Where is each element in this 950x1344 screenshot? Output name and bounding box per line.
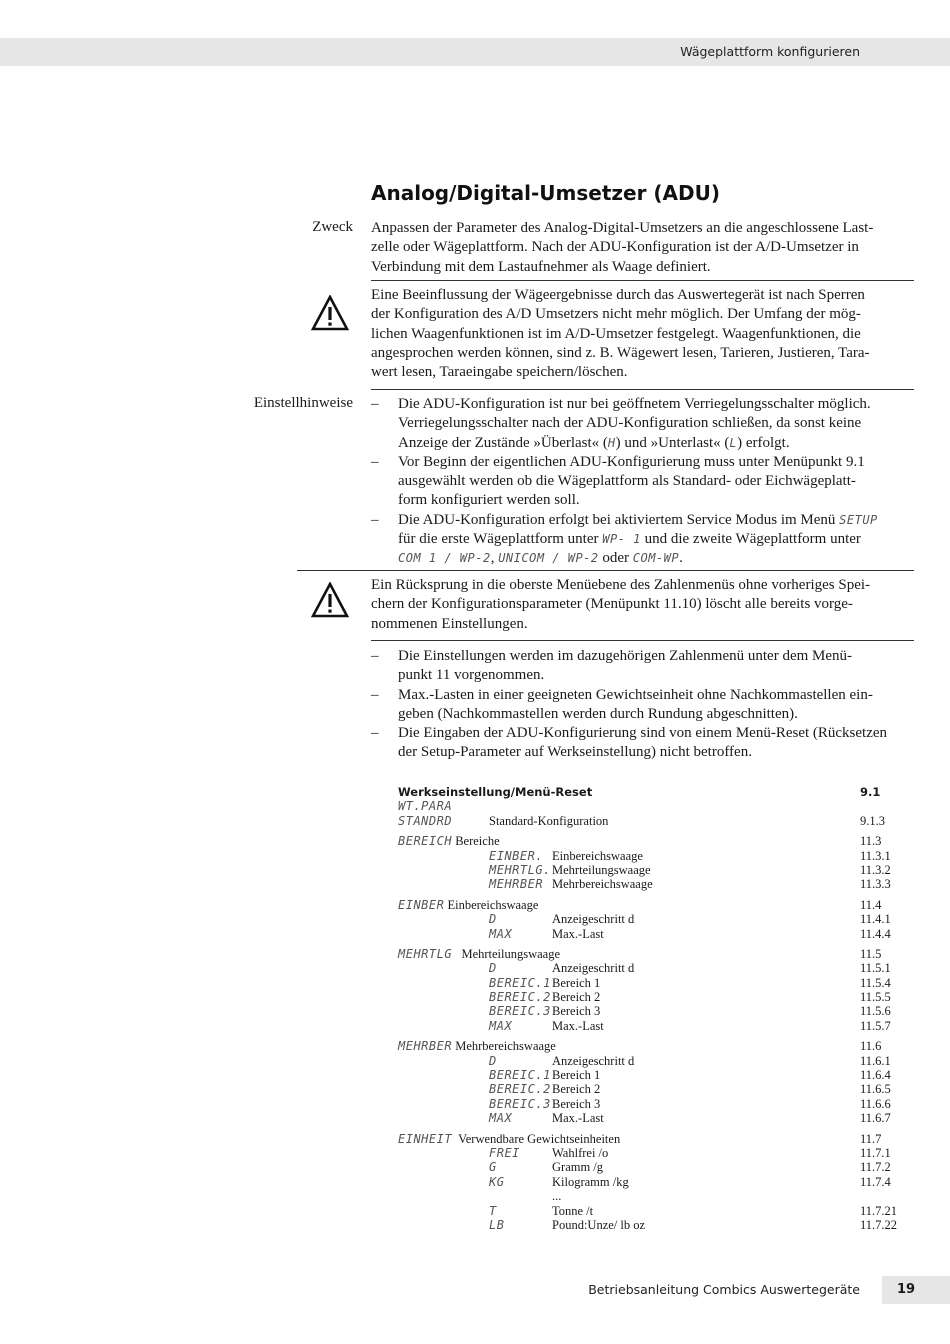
lcd-code: FREI bbox=[489, 1145, 520, 1160]
group-heading bbox=[398, 834, 500, 848]
running-header: Wägeplattform konfigurieren bbox=[680, 44, 860, 59]
lcd-code: BEREIC.2 bbox=[489, 990, 551, 1005]
row-num: 11.5 bbox=[860, 946, 882, 961]
bullet-dash: – bbox=[371, 648, 379, 664]
lcd-code: D bbox=[489, 912, 497, 927]
row-label: Standard-Konfiguration bbox=[489, 813, 609, 828]
row-label: Max.-Last bbox=[552, 1111, 604, 1126]
lcd-code: COM-WP bbox=[632, 551, 680, 566]
lcd-code: MEHRTLG. bbox=[489, 862, 551, 877]
list-item bbox=[371, 724, 916, 763]
lcd-code: MEHRTLG bbox=[398, 946, 453, 961]
table-row bbox=[398, 834, 918, 848]
row-label: Gramm /g bbox=[552, 1160, 604, 1175]
table-row bbox=[398, 849, 918, 863]
row-label: Anzeigeschritt d bbox=[552, 912, 635, 927]
row-num: 11.4.1 bbox=[860, 912, 891, 927]
group-heading bbox=[398, 1132, 620, 1146]
list-item bbox=[371, 395, 916, 453]
row-label: Bereich 2 bbox=[552, 990, 601, 1005]
list-item-line bbox=[398, 434, 916, 453]
row-label: Einbereichswaage bbox=[447, 897, 539, 912]
lcd-code: COM 1 / WP-2 bbox=[398, 551, 491, 566]
list-item-line: Verriegelungsschalter nach der ADU-Konfiguration schließen, da sonst keine bbox=[398, 415, 862, 432]
table-row bbox=[398, 1004, 918, 1018]
group-heading bbox=[398, 898, 538, 912]
warning-text bbox=[371, 286, 899, 382]
row-num: 11.3.3 bbox=[860, 877, 891, 892]
lcd-code: BEREIC.1 bbox=[489, 975, 551, 990]
row-num: 11.5.5 bbox=[860, 990, 891, 1005]
list-item-line bbox=[398, 511, 916, 530]
row-num: 11.7.21 bbox=[860, 1203, 898, 1218]
row-num: 11.4.4 bbox=[860, 926, 891, 941]
lcd-code: D bbox=[489, 961, 497, 976]
row-num: 11.3.1 bbox=[860, 848, 891, 863]
table-row bbox=[398, 1160, 918, 1174]
group-heading bbox=[398, 947, 560, 961]
list-item-line: geben (Nachkommastellen werden durch Rundung abgeschnitten). bbox=[398, 705, 798, 722]
settings-notes-list bbox=[371, 647, 916, 763]
list-item-line: ausgewählt werden ob die Wägeplattform als Standard- oder Eichwägeplatt- bbox=[398, 473, 856, 490]
list-item-line: Die Eingaben der ADU-Konfigurierung sind von einem Menü-Reset (Rücksetzen bbox=[398, 725, 888, 742]
bullet-dash: – bbox=[371, 725, 379, 742]
table-row bbox=[398, 1039, 918, 1053]
row-label: Anzeigeschritt d bbox=[552, 1053, 635, 1068]
table-row bbox=[398, 1054, 918, 1068]
list-item-line bbox=[398, 549, 916, 568]
row-label: Bereich 2 bbox=[552, 1082, 601, 1097]
row-label: Bereich 1 bbox=[552, 1068, 601, 1083]
row-label: Tonne /t bbox=[552, 1203, 594, 1218]
row-num: 11.7.2 bbox=[860, 1160, 891, 1175]
lcd-code: MAX bbox=[489, 1111, 513, 1126]
table-row bbox=[398, 814, 918, 828]
row-num: 11.7.22 bbox=[860, 1217, 898, 1232]
lcd-code: EINBER. bbox=[489, 848, 544, 863]
lcd-code: BEREIC.1 bbox=[489, 1068, 551, 1083]
warning-line: nommenen Einstellungen. bbox=[371, 615, 528, 632]
lcd-code: EINBER bbox=[398, 897, 445, 912]
bullet-dash: – bbox=[371, 511, 379, 528]
list-item-line: Vor Beginn der eigentlichen ADU-Konfigurierung muss unter Menüpunkt 9.1 bbox=[398, 453, 865, 470]
table-row bbox=[398, 1111, 918, 1125]
lcd-code: UNICOM / WP-2 bbox=[498, 551, 599, 566]
list-item-line: Die ADU-Konfiguration ist nur bei geöffnetem Verriegelungsschalter möglich. bbox=[398, 396, 871, 412]
list-item bbox=[371, 647, 916, 686]
table-row bbox=[398, 1019, 918, 1033]
text-run: ) und »Unterlast« ( bbox=[615, 434, 730, 451]
table-row bbox=[398, 1175, 918, 1189]
row-label: Einbereichswaage bbox=[552, 848, 643, 863]
list-item-line: Max.-Lasten in einer geeigneten Gewichtseinheit ohne Nachkommastellen ein- bbox=[398, 686, 873, 703]
row-label: Bereiche bbox=[455, 834, 500, 849]
table-row bbox=[398, 1082, 918, 1096]
lcd-code: H bbox=[607, 435, 616, 450]
warning-icon bbox=[311, 582, 349, 618]
row-label: Pound:Unze/ lb oz bbox=[552, 1217, 646, 1232]
row-num: 11.6.1 bbox=[860, 1053, 891, 1068]
lcd-code: SETUP bbox=[839, 512, 878, 527]
row-num: 11.7.4 bbox=[860, 1174, 891, 1189]
lcd-code: L bbox=[729, 435, 738, 450]
warning-line: chern der Konfigurationsparameter (Menüpunkt 11.10) löscht alle bereits vorge- bbox=[371, 596, 853, 613]
section-title: Analog/Digital-Umsetzer (ADU) bbox=[371, 181, 721, 205]
row-label: Mehrbereichswaage bbox=[455, 1039, 556, 1054]
page-number: 19 bbox=[896, 1282, 916, 1297]
lcd-code: MAX bbox=[489, 1018, 513, 1033]
table-row bbox=[398, 1146, 918, 1160]
table-row bbox=[398, 1132, 918, 1146]
row-label: Max.-Last bbox=[552, 926, 604, 941]
table-row bbox=[398, 961, 918, 975]
divider bbox=[371, 389, 914, 390]
table-header-label: Werkseinstellung/Menü-Reset bbox=[398, 785, 593, 799]
text-run: für die erste Wägeplattform unter bbox=[398, 531, 603, 548]
lcd-code: MEHRBER bbox=[398, 1039, 453, 1054]
lcd-code: MAX bbox=[489, 926, 513, 941]
row-num: 11.6 bbox=[860, 1039, 882, 1054]
row-num: 11.5.1 bbox=[860, 961, 891, 976]
list-item-line: punkt 11 vorgenommen. bbox=[398, 667, 545, 684]
lcd-code: T bbox=[489, 1203, 497, 1218]
table-row bbox=[398, 863, 918, 877]
lcd-code: WT.PARA bbox=[398, 799, 453, 814]
zweck-text bbox=[371, 219, 899, 277]
table-row bbox=[398, 898, 918, 912]
list-item bbox=[371, 511, 916, 569]
lcd-code: MEHRBER bbox=[489, 877, 544, 892]
table-row bbox=[398, 947, 918, 961]
table-row bbox=[398, 1218, 918, 1232]
table-row bbox=[398, 976, 918, 990]
row-num: 11.4 bbox=[860, 897, 882, 912]
lcd-code: EINHEIT bbox=[398, 1131, 453, 1146]
row-label: Mehrteilungswaage bbox=[552, 862, 651, 877]
row-num: 11.7 bbox=[860, 1131, 882, 1146]
warning-line: lichen Waagenfunktionen ist im A/D-Umsetzer festgelegt. Waagenfunktionen, die bbox=[371, 325, 861, 342]
lcd-code: BEREIC.3 bbox=[489, 1096, 551, 1111]
text-run: , bbox=[490, 550, 499, 567]
row-label: Verwendbare Gewichtseinheiten bbox=[458, 1131, 621, 1146]
row-num: 11.6.7 bbox=[860, 1111, 891, 1126]
lcd-code: BEREIC.2 bbox=[489, 1082, 551, 1097]
text-run: und die zweite Wägeplattform unter bbox=[640, 531, 861, 548]
row-label: ... bbox=[552, 1189, 562, 1204]
group-heading bbox=[398, 1039, 556, 1053]
row-num: 11.6.6 bbox=[860, 1096, 891, 1111]
table-header-row bbox=[398, 785, 918, 799]
lcd-code: LB bbox=[489, 1217, 505, 1232]
lcd-code: BEREIC.3 bbox=[489, 1004, 551, 1019]
zweck-line: zelle oder Wägeplattform. Nach der ADU-Konfiguration ist der A/D-Umsetzer in bbox=[371, 239, 859, 256]
lcd-code: KG bbox=[489, 1174, 505, 1189]
text-run: Anzeige der Zustände »Überlast« ( bbox=[398, 434, 608, 451]
list-item bbox=[371, 686, 916, 725]
bullet-dash: – bbox=[371, 686, 379, 703]
list-item-line bbox=[398, 530, 916, 549]
bullet-dash: – bbox=[371, 453, 379, 470]
table-row bbox=[398, 1068, 918, 1082]
warning-line: Eine Beeinflussung der Wägeergebnisse durch das Auswertegerät ist nach Sperren bbox=[371, 287, 865, 303]
row-num: 11.5.7 bbox=[860, 1018, 891, 1033]
table-row bbox=[398, 1204, 918, 1218]
divider bbox=[371, 280, 914, 281]
row-label: Mehrteilungswaage bbox=[461, 946, 561, 961]
divider bbox=[297, 570, 914, 571]
row-label: Wahlfrei /o bbox=[552, 1145, 609, 1160]
list-item-line: der Setup-Parameter auf Werkseinstellung) nicht betroffen. bbox=[398, 744, 752, 761]
menu-table bbox=[398, 785, 918, 1232]
row-label: Bereich 1 bbox=[552, 975, 601, 990]
warning-line: der Konfiguration des A/D Umsetzers nicht mehr möglich. Der Umfang der mög- bbox=[371, 306, 861, 323]
text-run: . bbox=[679, 550, 683, 567]
table-row bbox=[398, 1097, 918, 1111]
zweck-line: Anpassen der Parameter des Analog-Digital-Umsetzers an die angeschlossene Last- bbox=[371, 220, 874, 236]
table-row bbox=[398, 990, 918, 1004]
table-row bbox=[398, 799, 918, 813]
warning-line: wert lesen, Taraeingabe speichern/löschen. bbox=[371, 364, 628, 381]
row-num: 11.5.4 bbox=[860, 975, 891, 990]
warning-line: Ein Rücksprung in die oberste Menüebene des Zahlenmenüs ohne vorheriges Spei- bbox=[371, 577, 871, 593]
row-num: 11.3 bbox=[860, 834, 882, 849]
table-header-num: 9.1 bbox=[860, 785, 881, 799]
row-label: Max.-Last bbox=[552, 1018, 604, 1033]
text-run: Die ADU-Konfiguration erfolgt bei aktiviertem Service Modus im Menü bbox=[398, 511, 840, 528]
row-num: 11.6.5 bbox=[860, 1082, 891, 1097]
row-label: Mehrbereichswaage bbox=[552, 877, 653, 892]
zweck-label: Zweck bbox=[312, 219, 353, 235]
table-row bbox=[398, 912, 918, 926]
row-label: Bereich 3 bbox=[552, 1004, 601, 1019]
text-run: ) erfolgt. bbox=[737, 434, 790, 451]
row-label: Anzeigeschritt d bbox=[552, 961, 635, 976]
list-item bbox=[371, 453, 916, 511]
einstellhinweise-label: Einstellhinweise bbox=[253, 395, 353, 411]
hints-list bbox=[371, 395, 916, 569]
table-row bbox=[398, 1189, 918, 1203]
list-item-line: form konfiguriert werden soll. bbox=[398, 492, 580, 509]
row-label: Bereich 3 bbox=[552, 1096, 601, 1111]
lcd-code: BEREICH bbox=[398, 834, 453, 849]
lcd-code: STANDRD bbox=[398, 813, 453, 828]
warning-icon bbox=[311, 295, 349, 331]
lcd-code: D bbox=[489, 1053, 497, 1068]
warning-line: angesprochen werden können, sind z. B. Wägewert lesen, Tarieren, Justieren, Tara- bbox=[371, 344, 870, 361]
table-row bbox=[398, 877, 918, 891]
list-item-line: Die Einstellungen werden im dazugehörigen Zahlenmenü unter dem Menü- bbox=[398, 648, 853, 664]
warning-text bbox=[371, 576, 899, 634]
row-num: 11.3.2 bbox=[860, 862, 891, 877]
bullet-dash: – bbox=[371, 396, 379, 412]
row-label: Kilogramm /kg bbox=[552, 1174, 629, 1189]
row-num: 11.6.4 bbox=[860, 1068, 891, 1083]
lcd-code: WP- 1 bbox=[602, 532, 641, 547]
zweck-line: Verbindung mit dem Lastaufnehmer als Waage definiert. bbox=[371, 258, 711, 275]
row-num: 9.1.3 bbox=[860, 813, 885, 828]
row-num: 11.5.6 bbox=[860, 1004, 891, 1019]
text-run: oder bbox=[598, 550, 633, 567]
table-row bbox=[398, 927, 918, 941]
running-footer: Betriebsanleitung Combics Auswertegeräte bbox=[588, 1282, 860, 1297]
divider bbox=[371, 640, 914, 641]
lcd-code: G bbox=[489, 1160, 497, 1175]
row-num: 11.7.1 bbox=[860, 1145, 891, 1160]
